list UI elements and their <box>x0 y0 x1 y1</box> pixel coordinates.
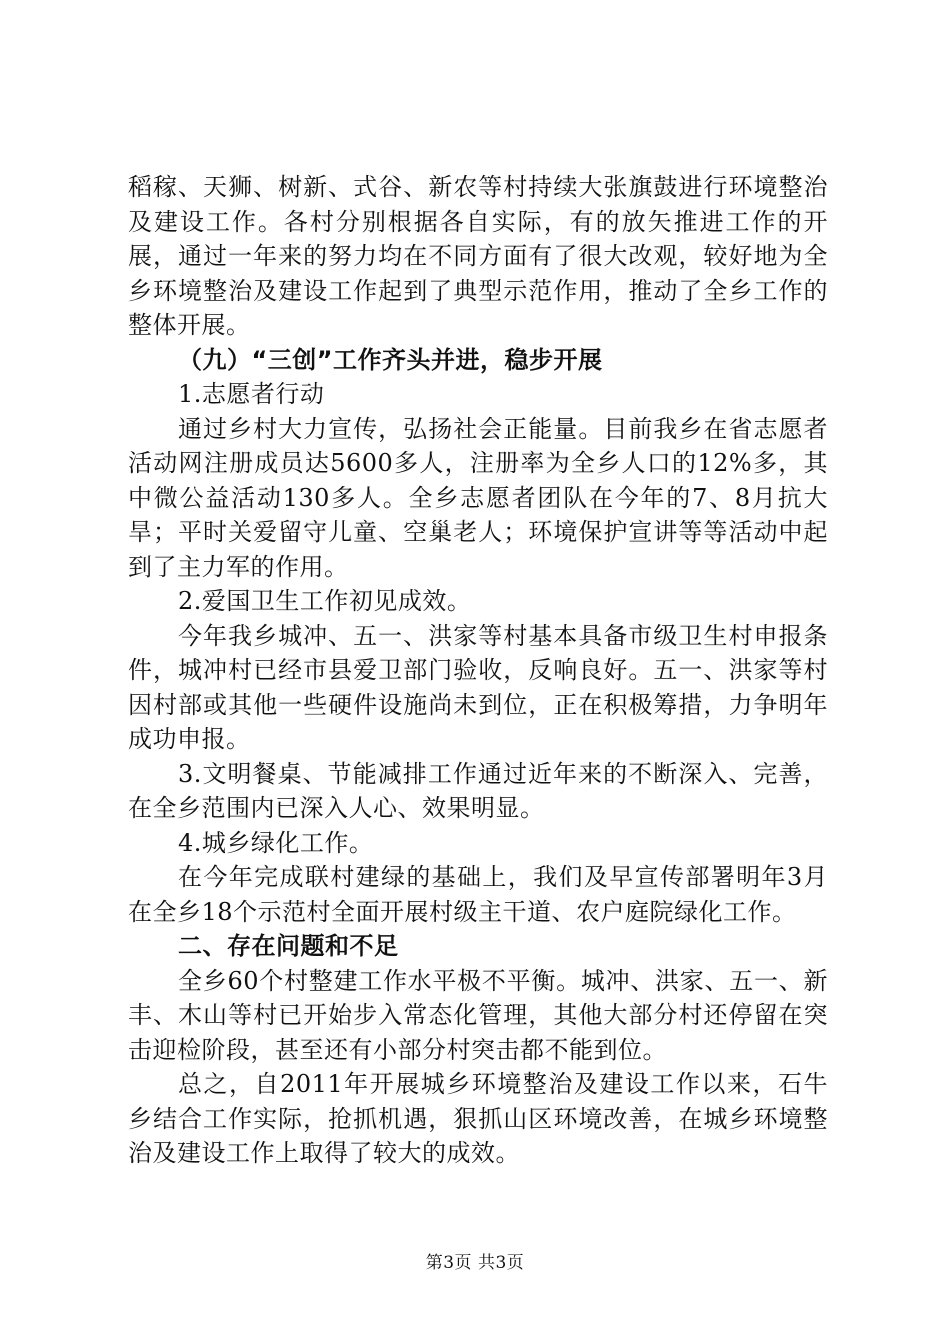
section-heading-problems: 二、存在问题和不足 <box>178 932 399 960</box>
section-heading-nine: （九）“三创”工作齐头并进，稳步开展 <box>178 345 603 374</box>
paragraph-greening: 在今年完成联村建绿的基础上，我们及早宣传部署明年3月在全乡18个示范村全面开展村级主干道、农户庭院绿化工作。 <box>128 863 828 926</box>
item-volunteer-heading: 1.志愿者行动 <box>178 380 325 408</box>
paragraph-problems: 全乡60个村整建工作水平极不平衡。城冲、洪家、五一、新丰、木山等村已开始步入常态化管理，其他大部分村还停留在突击迎检阶段，甚至还有小部分村突击都不能到位。 <box>128 966 828 1064</box>
paragraph-health: 今年我乡城冲、五一、洪家等村基本具备市级卫生村申报条件，城冲村已经市县爱卫部门验收，反响良好。五一、洪家等村因村部或其他一些硬件设施尚未到位，正在积极筹措，力争明年成功申报。 <box>128 621 828 753</box>
document-body <box>128 170 828 1171</box>
paragraph-volunteer: 通过乡村大力宣传，弘扬社会正能量。目前我乡在省志愿者活动网注册成员达5600多人，注册率为全乡人口的12%多，其中微公益活动130多人。全乡志愿者团队在今年的7、8月抗大旱；平时关爱留守儿童、空巢老人；环境保护宣讲等等活动中起到了主力军的作用。 <box>128 414 828 581</box>
paragraph-continuation: 稻稼、天狮、树新、式谷、新农等村持续大张旗鼓进行环境整治及建设工作。各村分别根据各自实际，有的放矢推进工作的开展，通过一年来的努力均在不同方面有了很大改观，较好地为全乡环境整治及建设工作起到了典型示范作用，推动了全乡工作的整体开展。 <box>128 173 828 339</box>
item-greening-heading: 4.城乡绿化工作。 <box>178 828 374 857</box>
page-footer: 第3页 共3页 <box>425 1253 525 1273</box>
paragraph-summary: 总之，自2011年开展城乡环境整治及建设工作以来，石牛乡结合工作实际，抢抓机遇，狠抓山区环境改善，在城乡环境整治及建设工作上取得了较大的成效。 <box>128 1070 828 1167</box>
item-civilized-dining: 3.文明餐桌、节能减排工作通过近年来的不断深入、完善，在全乡范围内已深入人心、效果明显。 <box>128 759 828 822</box>
item-health-heading: 2.爱国卫生工作初见成效。 <box>178 587 472 615</box>
